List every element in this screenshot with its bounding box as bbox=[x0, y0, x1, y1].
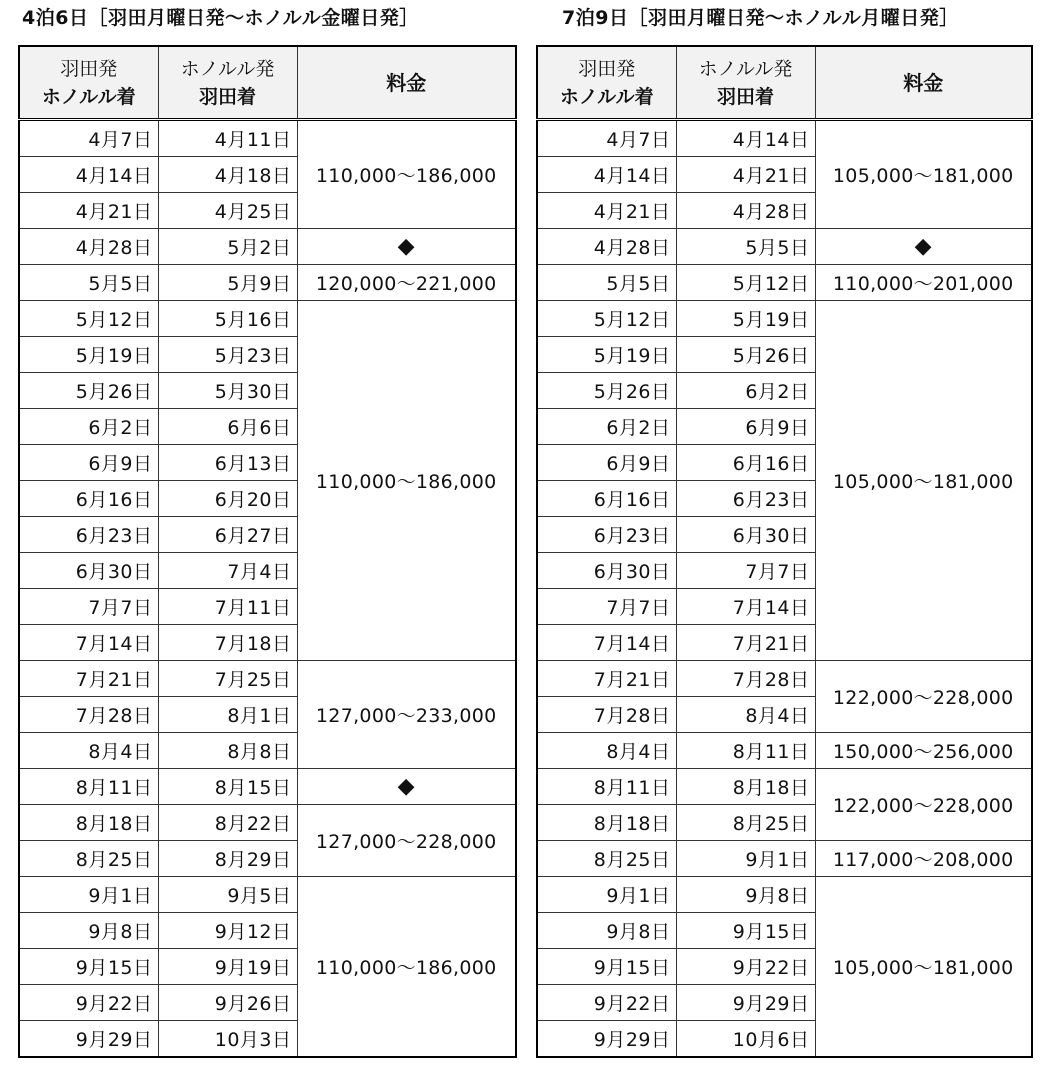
return-date-cell: 4月28日 bbox=[676, 193, 815, 229]
fee-cell: 105,000～181,000 bbox=[815, 120, 1032, 229]
fee-cell: 110,000～186,000 bbox=[297, 120, 516, 229]
departure-date-cell: 9月22日 bbox=[19, 985, 158, 1021]
return-date-cell: 6月30日 bbox=[676, 517, 815, 553]
return-date-cell: 7月18日 bbox=[158, 625, 297, 661]
return-date-cell: 6月13日 bbox=[158, 445, 297, 481]
table-row bbox=[537, 733, 1032, 769]
table-row bbox=[537, 120, 1032, 157]
return-date-cell: 4月11日 bbox=[158, 120, 297, 157]
departure-date-cell: 8月11日 bbox=[537, 769, 676, 805]
return-date-cell: 10月6日 bbox=[676, 1021, 815, 1058]
fee-cell: 122,000～228,000 bbox=[815, 769, 1032, 841]
diamond-mark: ◆ bbox=[297, 769, 516, 805]
return-date-cell: 6月9日 bbox=[676, 409, 815, 445]
departure-date-cell: 7月28日 bbox=[537, 697, 676, 733]
return-date-cell: 6月20日 bbox=[158, 481, 297, 517]
table-row bbox=[537, 301, 1032, 337]
departure-date-cell: 7月21日 bbox=[19, 661, 158, 697]
departure-date-cell: 6月2日 bbox=[19, 409, 158, 445]
return-date-cell: 7月21日 bbox=[676, 625, 815, 661]
return-date-cell: 8月11日 bbox=[676, 733, 815, 769]
departure-date-cell: 4月28日 bbox=[537, 229, 676, 265]
departure-date-cell: 7月7日 bbox=[19, 589, 158, 625]
departure-date-cell: 4月14日 bbox=[537, 157, 676, 193]
departure-date-cell: 7月14日 bbox=[19, 625, 158, 661]
return-date-cell: 8月18日 bbox=[676, 769, 815, 805]
departure-date-cell: 6月9日 bbox=[19, 445, 158, 481]
return-date-cell: 6月2日 bbox=[676, 373, 815, 409]
return-date-cell: 5月9日 bbox=[158, 265, 297, 301]
return-date-cell: 7月25日 bbox=[158, 661, 297, 697]
departure-date-cell: 8月25日 bbox=[19, 841, 158, 877]
right-fare-block bbox=[518, 0, 1036, 1051]
table-row bbox=[19, 769, 516, 805]
fee-cell: 105,000～181,000 bbox=[815, 301, 1032, 661]
table-row bbox=[537, 877, 1032, 913]
departure-column-header bbox=[537, 46, 676, 120]
departure-date-cell: 5月19日 bbox=[537, 337, 676, 373]
return-date-cell: 7月11日 bbox=[158, 589, 297, 625]
departure-date-cell: 8月4日 bbox=[537, 733, 676, 769]
left-table-body bbox=[19, 120, 516, 1058]
departure-date-cell: 5月26日 bbox=[537, 373, 676, 409]
departure-date-cell: 7月7日 bbox=[537, 589, 676, 625]
fee-cell: 127,000～233,000 bbox=[297, 661, 516, 769]
departure-date-cell: 9月29日 bbox=[19, 1021, 158, 1058]
return-date-cell: 8月4日 bbox=[676, 697, 815, 733]
return-date-cell: 9月5日 bbox=[158, 877, 297, 913]
return-column-header bbox=[158, 46, 297, 120]
fee-column-header: 料金 bbox=[297, 46, 516, 120]
return-date-cell: 8月25日 bbox=[676, 805, 815, 841]
departure-date-cell: 6月23日 bbox=[19, 517, 158, 553]
return-date-cell: 5月30日 bbox=[158, 373, 297, 409]
fee-cell: 122,000～228,000 bbox=[815, 661, 1032, 733]
fee-cell: 110,000～186,000 bbox=[297, 877, 516, 1058]
fee-cell: 110,000～186,000 bbox=[297, 301, 516, 661]
return-date-cell: 6月6日 bbox=[158, 409, 297, 445]
table-row bbox=[19, 805, 516, 841]
return-date-cell: 6月27日 bbox=[158, 517, 297, 553]
departure-date-cell: 5月12日 bbox=[19, 301, 158, 337]
departure-date-cell: 5月12日 bbox=[537, 301, 676, 337]
return-date-cell: 5月26日 bbox=[676, 337, 815, 373]
return-date-cell: 8月1日 bbox=[158, 697, 297, 733]
departure-date-cell: 9月1日 bbox=[19, 877, 158, 913]
departure-date-cell: 9月15日 bbox=[19, 949, 158, 985]
table-row bbox=[19, 877, 516, 913]
departure-date-cell: 4月14日 bbox=[19, 157, 158, 193]
return-date-cell: 5月5日 bbox=[676, 229, 815, 265]
departure-date-cell: 9月8日 bbox=[19, 913, 158, 949]
departure-date-cell: 8月4日 bbox=[19, 733, 158, 769]
table-row bbox=[537, 769, 1032, 805]
departure-date-cell: 5月19日 bbox=[19, 337, 158, 373]
header-line: ホノルル発 bbox=[180, 57, 275, 80]
diamond-mark: ◆ bbox=[815, 229, 1032, 265]
return-date-cell: 9月8日 bbox=[676, 877, 815, 913]
departure-date-cell: 6月2日 bbox=[537, 409, 676, 445]
fee-cell: 105,000～181,000 bbox=[815, 877, 1032, 1058]
departure-date-cell: 6月16日 bbox=[19, 481, 158, 517]
return-column-header bbox=[676, 46, 815, 120]
left-table-title: 4泊6日［羽田月曜日発～ホノルル金曜日発］ bbox=[22, 7, 419, 29]
departure-date-cell: 4月28日 bbox=[19, 229, 158, 265]
return-date-cell: 4月14日 bbox=[676, 120, 815, 157]
return-date-cell: 5月12日 bbox=[676, 265, 815, 301]
departure-date-cell: 6月9日 bbox=[537, 445, 676, 481]
table-row bbox=[19, 265, 516, 301]
table-row bbox=[537, 229, 1032, 265]
right-table-body bbox=[537, 120, 1032, 1058]
return-date-cell: 5月16日 bbox=[158, 301, 297, 337]
left-fare-block bbox=[0, 0, 520, 1051]
return-date-cell: 8月22日 bbox=[158, 805, 297, 841]
header-line: ホノルル発 bbox=[698, 57, 793, 80]
departure-date-cell: 8月25日 bbox=[537, 841, 676, 877]
table-row bbox=[19, 229, 516, 265]
return-date-cell: 9月15日 bbox=[676, 913, 815, 949]
departure-date-cell: 9月8日 bbox=[537, 913, 676, 949]
departure-date-cell: 8月18日 bbox=[537, 805, 676, 841]
right-table-title: 7泊9日［羽田月曜日発～ホノルル月曜日発］ bbox=[562, 7, 959, 29]
return-date-cell: 9月22日 bbox=[676, 949, 815, 985]
return-date-cell: 9月29日 bbox=[676, 985, 815, 1021]
departure-date-cell: 5月5日 bbox=[19, 265, 158, 301]
departure-date-cell: 8月11日 bbox=[19, 769, 158, 805]
departure-date-cell: 6月16日 bbox=[537, 481, 676, 517]
departure-date-cell: 5月26日 bbox=[19, 373, 158, 409]
departure-date-cell: 4月21日 bbox=[537, 193, 676, 229]
header-line: 羽田着 bbox=[198, 85, 256, 108]
return-date-cell: 6月23日 bbox=[676, 481, 815, 517]
departure-date-cell: 6月23日 bbox=[537, 517, 676, 553]
diamond-mark: ◆ bbox=[297, 229, 516, 265]
return-date-cell: 8月8日 bbox=[158, 733, 297, 769]
return-date-cell: 4月18日 bbox=[158, 157, 297, 193]
return-date-cell: 9月26日 bbox=[158, 985, 297, 1021]
departure-date-cell: 7月14日 bbox=[537, 625, 676, 661]
departure-date-cell: 9月29日 bbox=[537, 1021, 676, 1058]
left-header-row bbox=[19, 46, 516, 120]
departure-date-cell: 8月18日 bbox=[19, 805, 158, 841]
departure-date-cell: 6月30日 bbox=[19, 553, 158, 589]
table-row bbox=[19, 120, 516, 157]
table-row bbox=[537, 841, 1032, 877]
departure-date-cell: 4月7日 bbox=[537, 120, 676, 157]
return-date-cell: 9月1日 bbox=[676, 841, 815, 877]
return-date-cell: 9月19日 bbox=[158, 949, 297, 985]
departure-column-header bbox=[19, 46, 158, 120]
left-fare-table bbox=[18, 45, 517, 1058]
fee-cell: 127,000～228,000 bbox=[297, 805, 516, 877]
departure-date-cell: 5月5日 bbox=[537, 265, 676, 301]
right-fare-table bbox=[536, 45, 1033, 1058]
departure-date-cell: 7月28日 bbox=[19, 697, 158, 733]
return-date-cell: 5月2日 bbox=[158, 229, 297, 265]
departure-date-cell: 4月21日 bbox=[19, 193, 158, 229]
departure-date-cell: 4月7日 bbox=[19, 120, 158, 157]
return-date-cell: 7月28日 bbox=[676, 661, 815, 697]
return-date-cell: 7月14日 bbox=[676, 589, 815, 625]
departure-date-cell: 7月21日 bbox=[537, 661, 676, 697]
header-line: ホノルル着 bbox=[41, 85, 136, 108]
return-date-cell: 6月16日 bbox=[676, 445, 815, 481]
return-date-cell: 9月12日 bbox=[158, 913, 297, 949]
table-row bbox=[537, 265, 1032, 301]
return-date-cell: 4月25日 bbox=[158, 193, 297, 229]
fee-cell: 117,000～208,000 bbox=[815, 841, 1032, 877]
fee-cell: 120,000～221,000 bbox=[297, 265, 516, 301]
return-date-cell: 5月19日 bbox=[676, 301, 815, 337]
return-date-cell: 7月7日 bbox=[676, 553, 815, 589]
fee-cell: 110,000～201,000 bbox=[815, 265, 1032, 301]
return-date-cell: 8月29日 bbox=[158, 841, 297, 877]
return-date-cell: 5月23日 bbox=[158, 337, 297, 373]
header-line: 羽田着 bbox=[716, 85, 774, 108]
table-row bbox=[537, 661, 1032, 697]
departure-date-cell: 9月1日 bbox=[537, 877, 676, 913]
header-line: 羽田発 bbox=[60, 57, 118, 80]
header-line: ホノルル着 bbox=[559, 85, 654, 108]
departure-date-cell: 9月22日 bbox=[537, 985, 676, 1021]
header-line: 羽田発 bbox=[578, 57, 636, 80]
return-date-cell: 8月15日 bbox=[158, 769, 297, 805]
return-date-cell: 7月4日 bbox=[158, 553, 297, 589]
departure-date-cell: 6月30日 bbox=[537, 553, 676, 589]
return-date-cell: 4月21日 bbox=[676, 157, 815, 193]
return-date-cell: 10月3日 bbox=[158, 1021, 297, 1058]
fee-column-header: 料金 bbox=[815, 46, 1032, 120]
table-row bbox=[19, 661, 516, 697]
right-header-row bbox=[537, 46, 1032, 120]
fee-cell: 150,000～256,000 bbox=[815, 733, 1032, 769]
departure-date-cell: 9月15日 bbox=[537, 949, 676, 985]
table-row bbox=[19, 301, 516, 337]
